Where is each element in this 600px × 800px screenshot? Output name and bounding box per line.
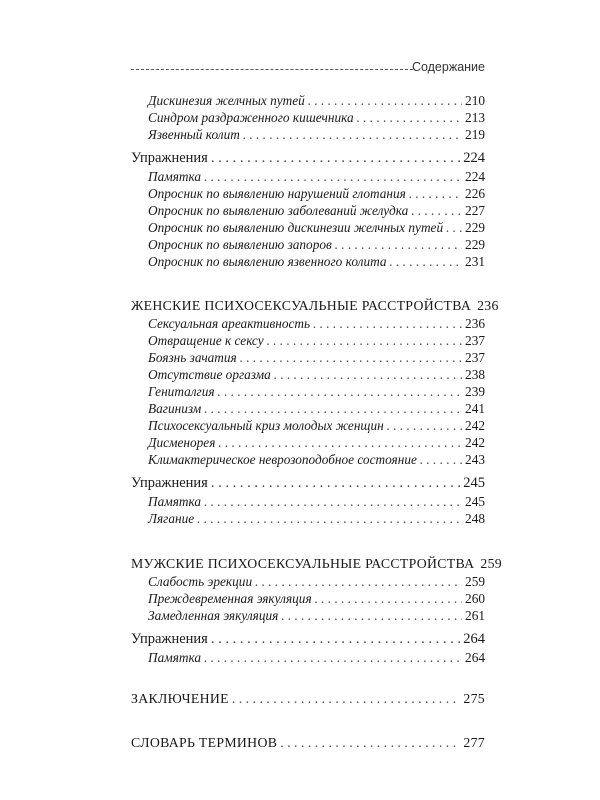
- toc-entry[interactable]: [131, 236, 485, 253]
- dot-leader: [387, 417, 462, 434]
- toc-chapter[interactable]: [131, 297, 499, 315]
- toc-entry[interactable]: [131, 573, 485, 590]
- toc-entry-label: Дискинезия желчных путей: [148, 93, 305, 108]
- toc-entry-label: Сексуальная ареактивность: [148, 316, 311, 331]
- toc-entry-page: 229: [465, 237, 485, 252]
- dot-leader: [420, 451, 462, 468]
- dot-leader: [204, 400, 462, 417]
- dot-leader: [411, 202, 462, 219]
- toc-exercises-heading[interactable]: [131, 149, 485, 167]
- toc-chapter-conclusion[interactable]: [131, 690, 485, 708]
- toc-entry[interactable]: [131, 92, 485, 109]
- dot-leader: [274, 366, 462, 383]
- toc-entry-label: Дисменорея: [148, 435, 216, 450]
- dot-leader: [409, 185, 462, 202]
- toc-entry-label: Язвенный колит: [148, 127, 240, 142]
- toc-entry-label: Памятка: [148, 494, 202, 509]
- dot-leader: [255, 573, 462, 590]
- dot-leader: [240, 349, 462, 366]
- dot-leader: [243, 126, 462, 143]
- toc-entry-label: Отсутствие оргазма: [148, 367, 271, 382]
- toc-entry-label: Лягание: [148, 511, 195, 526]
- toc-entry-page: 226: [465, 186, 485, 201]
- toc-entry-page: 245: [463, 475, 485, 491]
- dot-leader: [335, 236, 462, 253]
- toc-entry[interactable]: [131, 451, 485, 468]
- toc-entry-page: 210: [465, 93, 485, 108]
- toc-entry[interactable]: [131, 202, 485, 219]
- toc-entry-label: Памятка: [148, 169, 202, 184]
- toc-entry-label: Замедленная эякуляция: [148, 608, 279, 623]
- toc-entry[interactable]: [131, 315, 485, 332]
- toc-entry-page: 227: [465, 203, 485, 218]
- toc-entry-page: 224: [465, 169, 485, 184]
- toc-entry-label: Боязнь зачатия: [148, 350, 237, 365]
- dot-leader: [204, 168, 462, 185]
- toc-entry-page: 239: [465, 384, 485, 399]
- dot-leader: [211, 149, 460, 167]
- toc-entry-page: 219: [465, 127, 485, 142]
- dot-leader: [204, 649, 462, 666]
- toc-chapter[interactable]: [131, 555, 503, 573]
- toc-entry-label: Климактерическое неврозоподобное состояние: [148, 452, 417, 467]
- toc-entry-label: Вагинизм: [148, 401, 202, 416]
- toc-entry-page: 231: [465, 254, 485, 269]
- toc-chapter-page: 236: [477, 298, 499, 313]
- header-title: Содержание: [411, 60, 485, 74]
- toc-entry[interactable]: [131, 493, 485, 510]
- dot-leader: [211, 474, 460, 492]
- toc-exercises-heading[interactable]: [131, 630, 485, 648]
- toc-entry[interactable]: [131, 332, 485, 349]
- toc-entry[interactable]: [131, 434, 485, 451]
- dot-leader: [308, 92, 462, 109]
- toc-entry-page: 261: [465, 608, 485, 623]
- toc-entry[interactable]: [131, 185, 485, 202]
- table-of-contents: [131, 92, 503, 752]
- dot-leader: [281, 607, 462, 624]
- toc-entry-label: Упражнения: [131, 150, 208, 166]
- toc-entry[interactable]: [131, 649, 485, 666]
- toc-entry-page: 259: [465, 574, 485, 589]
- toc-chapter-label: ЖЕНСКИЕ ПСИХОСЕКСУАЛЬНЫЕ РАССТРОЙСТВА: [131, 298, 472, 313]
- dot-leader: [218, 434, 462, 451]
- toc-entry-page: 229: [465, 220, 485, 235]
- toc-entry-label: Опросник по выявлению дискинезии желчных путей: [148, 220, 444, 235]
- toc-entry-label: Упражнения: [131, 475, 208, 491]
- dot-leader: [357, 109, 462, 126]
- toc-entry-page: 245: [465, 494, 485, 509]
- dot-leader: [211, 630, 460, 648]
- toc-entry[interactable]: [131, 417, 485, 434]
- toc-entry-page: 242: [465, 435, 485, 450]
- toc-entry-label: Преждевременная эякуляция: [148, 591, 312, 606]
- toc-entry-page: 242: [465, 418, 485, 433]
- toc-entry-label: Опросник по выявлению нарушений глотания: [148, 186, 406, 201]
- toc-entry-label: Опросник по выявлению запоров: [148, 237, 332, 252]
- toc-entry-label: Отвращение к сексу: [148, 333, 264, 348]
- toc-entry-page: 260: [465, 591, 485, 606]
- dot-leader: [390, 253, 463, 270]
- toc-entry-page: 264: [463, 631, 485, 647]
- running-header: [131, 60, 485, 80]
- header-dashed-rule: [131, 69, 413, 70]
- dot-leader: [218, 383, 463, 400]
- toc-entry[interactable]: [131, 109, 485, 126]
- toc-entry-page: 236: [465, 316, 485, 331]
- toc-entry-page: 248: [465, 511, 485, 526]
- toc-entry-page: 243: [465, 452, 485, 467]
- toc-entry-page: 213: [465, 110, 485, 125]
- toc-chapter-page: 259: [480, 556, 503, 571]
- toc-entry-page: 237: [465, 350, 485, 365]
- toc-entry-label: Опросник по выявлению заболеваний желудка: [148, 203, 409, 218]
- toc-chapter-label: ЗАКЛЮЧЕНИЕ: [131, 691, 229, 706]
- toc-chapter-page: 277: [463, 735, 485, 750]
- toc-entry-label: Опросник по выявлению язвенного колита: [148, 254, 387, 269]
- toc-entry-page: 264: [465, 650, 485, 665]
- toc-entry-label: Гениталгия: [148, 384, 215, 399]
- toc-chapter-glossary[interactable]: [131, 734, 485, 752]
- toc-entry-label: Слабость эрекции: [148, 574, 253, 589]
- toc-entry[interactable]: [131, 383, 485, 400]
- toc-entry-label: Психосексуальный криз молодых женщин: [148, 418, 384, 433]
- dot-leader: [446, 219, 462, 236]
- toc-entry[interactable]: [131, 400, 485, 417]
- toc-entry[interactable]: [131, 253, 485, 270]
- toc-entry[interactable]: [131, 219, 485, 236]
- dot-leader: [204, 493, 462, 510]
- dot-leader: [315, 590, 462, 607]
- toc-chapter-label: МУЖСКИЕ ПСИХОСЕКСУАЛЬНЫЕ РАССТРОЙСТВА: [131, 556, 475, 571]
- dot-leader: [197, 510, 462, 527]
- toc-entry-label: Памятка: [148, 650, 202, 665]
- toc-entry-page: 224: [463, 150, 485, 166]
- dot-leader: [267, 332, 462, 349]
- toc-entry-page: 238: [465, 367, 485, 382]
- toc-entry[interactable]: [131, 349, 485, 366]
- toc-entry-label: Синдром раздраженного кишечника: [148, 110, 354, 125]
- toc-entry-label: Упражнения: [131, 631, 208, 647]
- dot-leader: [232, 690, 461, 708]
- toc-entry[interactable]: [131, 590, 485, 607]
- toc-entry[interactable]: [131, 366, 485, 383]
- toc-entry[interactable]: [131, 510, 485, 527]
- toc-chapter-label: СЛОВАРЬ ТЕРМИНОВ: [131, 735, 278, 750]
- toc-chapter-page: 275: [463, 691, 485, 706]
- toc-exercises-heading[interactable]: [131, 474, 485, 492]
- dot-leader: [313, 315, 462, 332]
- toc-entry[interactable]: [131, 168, 485, 185]
- toc-entry[interactable]: [131, 126, 485, 143]
- dot-leader: [280, 734, 460, 752]
- toc-entry[interactable]: [131, 607, 485, 624]
- toc-entry-page: 241: [465, 401, 485, 416]
- toc-entry-page: 237: [465, 333, 485, 348]
